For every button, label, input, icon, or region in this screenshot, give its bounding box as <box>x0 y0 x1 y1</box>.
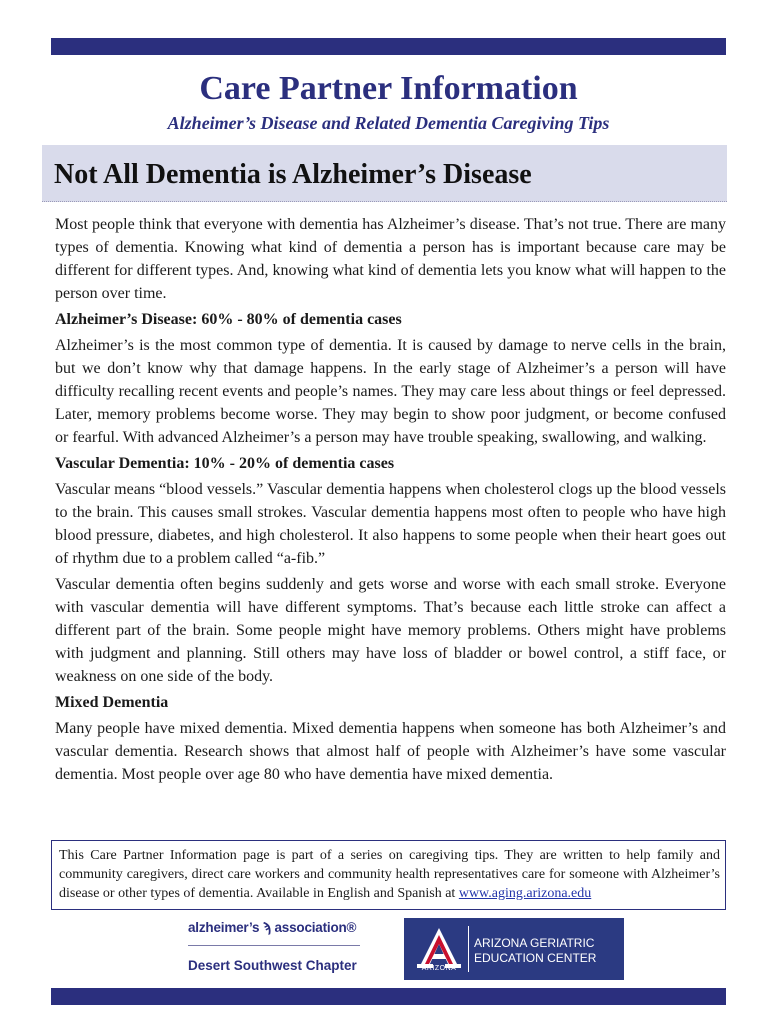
bottom-decorative-bar <box>51 988 726 1005</box>
intro-paragraph: Most people think that everyone with dementia has Alzheimer’s disease. That’s not true. There are many types of dementia. Knowing what kind of dementia a person has is important because care may be different for different types. And, knowing what kind of dementia lets you know what will happen to the person over time. <box>55 216 726 302</box>
series-info-box <box>51 840 726 910</box>
page-subtitle: Alzheimer’s Disease and Related Dementia Caregiving Tips <box>167 113 610 133</box>
aging-center-line-1: ARIZONA GERIATRIC <box>474 936 595 950</box>
mixed-heading: Mixed Dementia <box>55 694 169 711</box>
alzheimers-association-logo <box>188 920 366 978</box>
info-box-text: This Care Partner Information page is part of a series on caregiving tips. They are written to help family and community caregivers, direct care workers and community health representatives care for someone with Alzheimer’s disease or other types of dementia. Available in English and Spanish at <box>59 848 720 901</box>
arizona-emblem-label: ARIZONA <box>421 965 457 972</box>
article-body <box>55 213 726 789</box>
arizona-geriatric-education-center-logo <box>404 918 624 980</box>
section-banner <box>42 145 727 202</box>
alz-association-name: alzheimer’s ϡ association® <box>188 920 357 935</box>
mixed-paragraph: Many people have mixed dementia. Mixed dementia happens when someone has both Alzheimer’s and vascular dementia. Research shows that almost half of people with Alzheimer’s have some vascular dementia. Most people over age 80 who have dementia have mixed dementia. <box>55 720 726 783</box>
alzheimers-paragraph: Alzheimer’s is the most common type of dementia. It is caused by damage to nerve cells in the brain, but we don’t know why that damage happens. In the early stage of Alzheimer’s a person will have difficulty recalling recent events and people’s names. They may care less about things or feel depressed. Later, memory problems become worse. They may begin to show poor judgment, or become confused or fearful. With advanced Alzheimer’s a person may have trouble speaking, swallowing, and walking. <box>55 337 726 446</box>
alzheimers-heading: Alzheimer’s Disease: 60% - 80% of dementia cases <box>55 311 402 328</box>
aging-logo-divider <box>468 926 469 972</box>
banner-heading: Not All Dementia is Alzheimer’s Disease <box>54 159 532 190</box>
alz-logo-divider <box>188 945 360 946</box>
aging-website-link[interactable]: www.aging.arizona.edu <box>458 886 592 901</box>
vascular-paragraph-2: Vascular dementia often begins suddenly and gets worse and worse with each small stroke. Everyone with vascular dementia will have different symptoms. That’s because each little stroke can affect a different part of the brain. Some people might have memory problems. Others might have problems with judgment and planning. Still others may have loss of bladder or bowel control, a stiff face, or weakness on one side of the body. <box>55 576 726 685</box>
alz-chapter-name: Desert Southwest Chapter <box>188 958 357 973</box>
aging-center-name <box>474 936 596 966</box>
aging-center-line-2: EDUCATION CENTER <box>474 951 597 965</box>
page-title: Care Partner Information <box>199 70 578 107</box>
vascular-paragraph-1: Vascular means “blood vessels.” Vascular dementia happens when cholesterol clogs up the blood vessels to the brain. This causes small strokes. Vascular dementia happens most often to people who have high blood pressure, diabetes, and high cholesterol. It also happens to some people when their heart goes out of rhythm due to a problem called “a-fib.” <box>55 481 726 567</box>
vascular-heading: Vascular Dementia: 10% - 20% of dementia cases <box>55 455 395 472</box>
top-decorative-bar <box>51 38 726 55</box>
